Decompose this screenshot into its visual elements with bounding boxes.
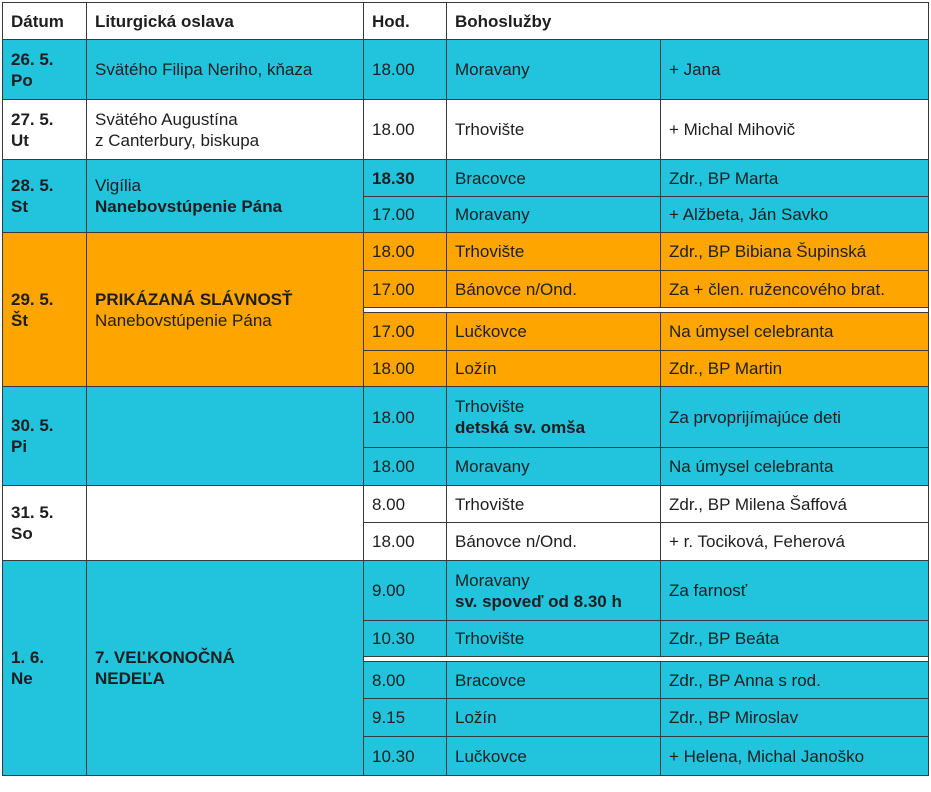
date-weekday: Št xyxy=(11,310,28,330)
hour-cell: 17.00 xyxy=(364,313,447,351)
date-day: 30. 5. xyxy=(11,416,54,435)
table-row xyxy=(3,486,929,523)
table-row xyxy=(3,387,929,448)
celebration-cell xyxy=(87,233,364,387)
mass-schedule-table xyxy=(2,2,929,776)
place-cell xyxy=(447,40,661,100)
intention-cell: + Helena, Michal Janoško xyxy=(661,737,929,776)
place-note: sv. spoveď od 8.30 h xyxy=(455,591,622,611)
intention-cell: Zdr., BP Martin xyxy=(661,351,929,387)
celebration-line: Svätého Augustína xyxy=(95,109,238,129)
celebration-cell xyxy=(87,486,364,561)
date-day: 26. 5. xyxy=(11,49,54,69)
date-cell xyxy=(3,387,87,486)
date-weekday: Ne xyxy=(11,669,33,688)
hour-cell: 9.00 xyxy=(364,561,447,621)
celebration-line: 7. VEĽKONOČNÁ xyxy=(95,648,235,667)
intention-cell: Zdr., BP Anna s rod. xyxy=(661,662,929,699)
place-cell xyxy=(447,160,661,197)
date-cell xyxy=(3,40,87,100)
header-row xyxy=(3,3,929,40)
place-cell xyxy=(447,387,661,448)
date-day: 28. 5. xyxy=(11,176,54,195)
header-celebration: Liturgická oslava xyxy=(87,3,364,40)
intention-cell: + r. Tociková, Feherová xyxy=(661,523,929,561)
place-cell xyxy=(447,737,661,776)
place-cell xyxy=(447,233,661,271)
intention-cell: Na úmysel celebranta xyxy=(661,448,929,486)
place-cell xyxy=(447,271,661,308)
place-name: Moravany xyxy=(455,60,530,79)
place-name: Bracovce xyxy=(455,168,526,188)
place-name: Moravany xyxy=(455,570,530,590)
intention-cell: Za farnosť xyxy=(661,561,929,621)
hour-cell: 18.00 xyxy=(364,351,447,387)
hour-cell: 8.00 xyxy=(364,486,447,523)
hour-cell: 17.00 xyxy=(364,197,447,233)
place-cell xyxy=(447,662,661,699)
date-weekday: St xyxy=(11,197,28,216)
intention-cell: Za prvoprijímajúce deti xyxy=(661,387,929,448)
place-cell xyxy=(447,448,661,486)
place-name: Trhovište xyxy=(455,494,525,514)
hour-cell: 18.30 xyxy=(364,160,447,197)
celebration-cell xyxy=(87,160,364,233)
table-row xyxy=(3,561,929,621)
intention-cell: Zdr., BP Bibiana Šupinská xyxy=(661,233,929,271)
intention-cell: Zdr., BP Milena Šaffová xyxy=(661,486,929,523)
place-name: Lučkovce xyxy=(455,322,527,341)
celebration-cell xyxy=(87,40,364,100)
celebration-line: NEDEĽA xyxy=(95,669,165,688)
celebration-line: PRIKÁZANÁ SLÁVNOSŤ xyxy=(95,289,293,309)
place-name: Bánovce n/Ond. xyxy=(455,532,577,551)
date-cell xyxy=(3,100,87,160)
date-day: 29. 5. xyxy=(11,289,54,309)
date-weekday: Po xyxy=(11,70,33,90)
intention-cell: Na úmysel celebranta xyxy=(661,313,929,351)
place-name: Ložín xyxy=(455,359,497,378)
celebration-line: Vigília xyxy=(95,176,141,195)
place-cell xyxy=(447,313,661,351)
intention-cell: + Michal Mihovič xyxy=(661,100,929,160)
hour-cell: 8.00 xyxy=(364,662,447,699)
date-weekday: Pi xyxy=(11,437,28,456)
place-name: Trhovište xyxy=(455,120,525,139)
place-cell xyxy=(447,197,661,233)
table-row xyxy=(3,100,929,160)
date-weekday: So xyxy=(11,524,33,543)
place-name: Trhovište xyxy=(455,629,525,648)
place-cell xyxy=(447,351,661,387)
place-cell xyxy=(447,621,661,657)
hour-cell: 18.00 xyxy=(364,233,447,271)
celebration-line: Svätého Filipa Neriho, kňaza xyxy=(95,60,313,79)
date-day: 1. 6. xyxy=(11,648,45,667)
table-body xyxy=(3,40,929,776)
celebration-line: Nanebovstúpenie Pána xyxy=(95,197,283,216)
hour-cell: 18.00 xyxy=(364,448,447,486)
place-name: Bánovce n/Ond. xyxy=(455,279,577,299)
intention-cell: Zdr., BP Miroslav xyxy=(661,699,929,737)
table-row xyxy=(3,160,929,197)
hour-cell: 10.30 xyxy=(364,621,447,657)
place-name: Ložín xyxy=(455,708,497,727)
celebration-cell xyxy=(87,561,364,776)
intention-cell: Zdr., BP Beáta xyxy=(661,621,929,657)
place-cell xyxy=(447,523,661,561)
place-name: Trhovište xyxy=(455,242,525,261)
header-services: Bohoslužby xyxy=(447,3,929,40)
place-cell xyxy=(447,100,661,160)
celebration-cell xyxy=(87,387,364,486)
date-cell xyxy=(3,233,87,387)
place-name: Trhovište xyxy=(455,397,525,416)
date-day: 27. 5. xyxy=(11,109,54,129)
date-cell xyxy=(3,561,87,776)
place-cell xyxy=(447,699,661,737)
celebration-line: z Canterbury, biskupa xyxy=(95,130,260,150)
place-note: detská sv. omša xyxy=(455,418,586,437)
place-name: Moravany xyxy=(455,205,530,224)
hour-cell: 18.00 xyxy=(364,387,447,448)
header-hour: Hod. xyxy=(364,3,447,40)
intention-cell: + Alžbeta, Ján Savko xyxy=(661,197,929,233)
place-cell xyxy=(447,561,661,621)
hour-cell: 9.15 xyxy=(364,699,447,737)
place-name: Bracovce xyxy=(455,670,526,690)
place-name: Lučkovce xyxy=(455,746,527,766)
hour-cell: 17.00 xyxy=(364,271,447,308)
hour-cell: 10.30 xyxy=(364,737,447,776)
date-day: 31. 5. xyxy=(11,503,54,522)
place-name: Moravany xyxy=(455,457,530,476)
table-row xyxy=(3,233,929,271)
hour-cell: 18.00 xyxy=(364,100,447,160)
intention-cell: Zdr., BP Marta xyxy=(661,160,929,197)
date-weekday: Ut xyxy=(11,130,29,150)
date-cell xyxy=(3,486,87,561)
table-header xyxy=(3,3,929,40)
celebration-cell xyxy=(87,100,364,160)
hour-cell: 18.00 xyxy=(364,523,447,561)
celebration-line: Nanebovstúpenie Pána xyxy=(95,310,272,330)
place-cell xyxy=(447,486,661,523)
table-row xyxy=(3,40,929,100)
hour-cell: 18.00 xyxy=(364,40,447,100)
header-date: Dátum xyxy=(3,3,87,40)
intention-cell: + Jana xyxy=(661,40,929,100)
date-cell xyxy=(3,160,87,233)
intention-cell: Za + člen. ružencového brat. xyxy=(661,271,929,308)
